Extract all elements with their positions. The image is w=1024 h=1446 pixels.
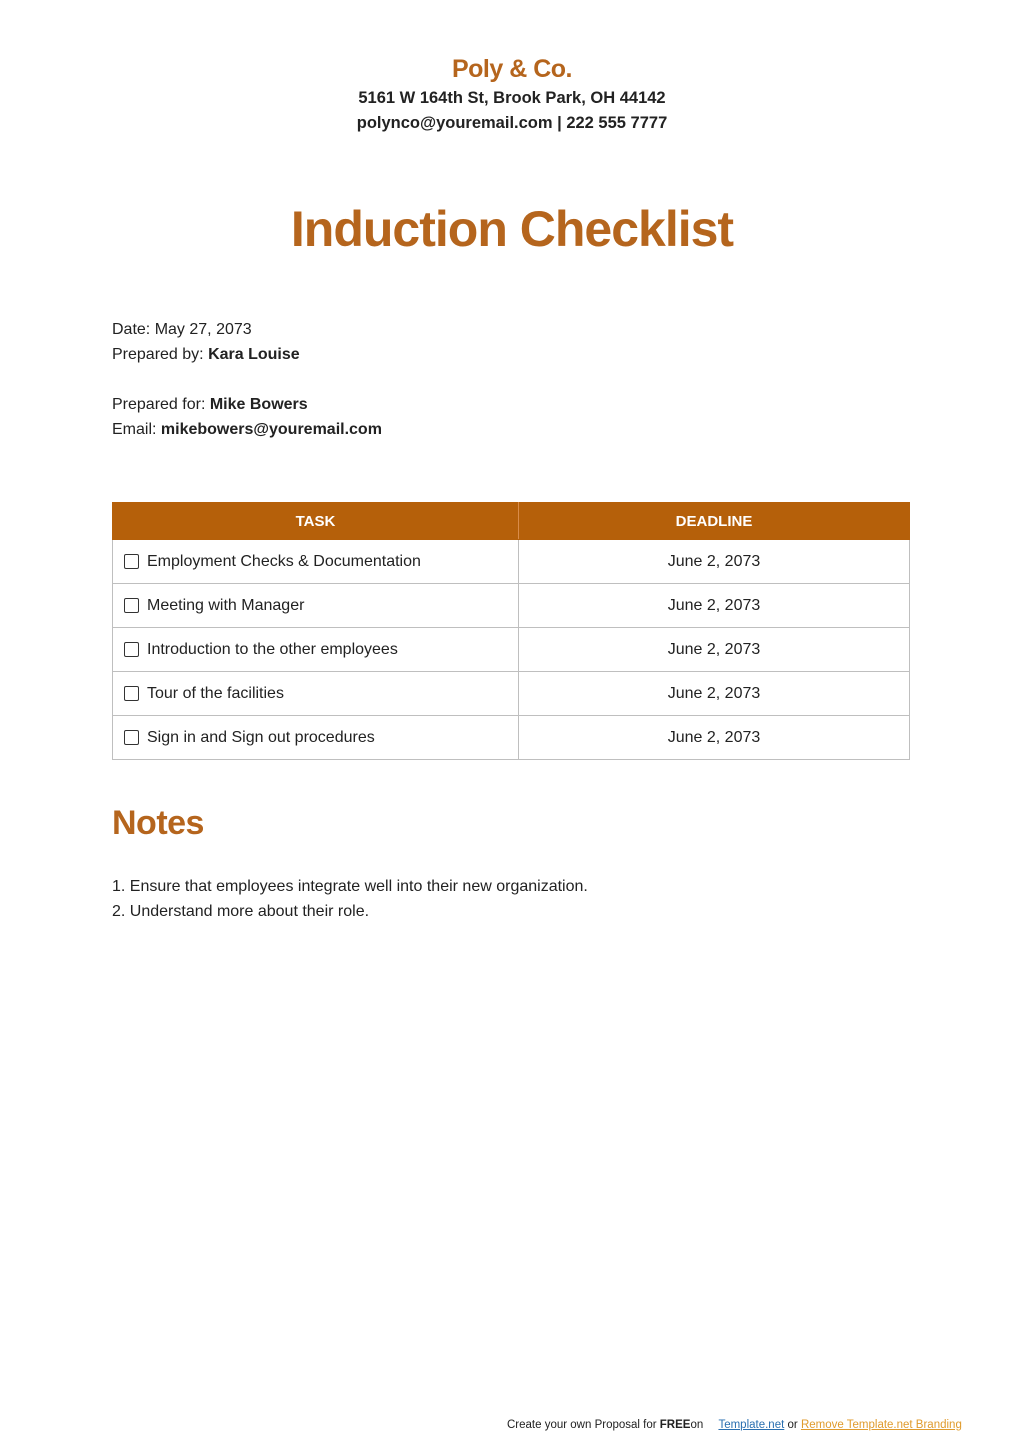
notes-heading: Notes: [112, 804, 204, 842]
task-label: Tour of the facilities: [147, 684, 284, 702]
task-label: Introduction to the other employees: [147, 640, 398, 658]
table-row: [113, 628, 910, 672]
table-row: [113, 540, 910, 584]
task-cell: [113, 628, 519, 672]
footer-text: Create your own Proposal for: [507, 1419, 657, 1431]
prepared-for-value: Mike Bowers: [209, 396, 308, 413]
email-line: [112, 417, 382, 442]
prepared-for-line: [112, 392, 382, 417]
footer-or: or: [787, 1419, 798, 1431]
meta-block-recipient: [112, 392, 382, 442]
table-row: [113, 672, 910, 716]
task-checkbox[interactable]: [124, 554, 139, 569]
company-address: 5161 W 164th St, Brook Park, OH 44142: [358, 89, 666, 107]
prepared-by-label: Prepared by:: [112, 346, 204, 363]
date-label: Date:: [112, 321, 151, 338]
prepared-for-label: Prepared for:: [112, 396, 206, 413]
branding-footer: [507, 1419, 962, 1431]
letterhead: [0, 52, 1024, 136]
deadline-cell: June 2, 2073: [519, 584, 910, 628]
task-label: Sign in and Sign out procedures: [147, 728, 375, 746]
prepared-by-line: [112, 342, 300, 367]
document-title: Induction Checklist: [290, 201, 734, 257]
task-cell: [113, 584, 519, 628]
date-value: May 27, 2073: [154, 321, 252, 338]
company-name: Poly & Co.: [451, 55, 572, 83]
checklist-table: [112, 502, 910, 760]
task-checkbox[interactable]: [124, 642, 139, 657]
deadline-cell: June 2, 2073: [519, 672, 910, 716]
email-label: Email:: [112, 421, 157, 438]
task-column-header: TASK: [113, 503, 519, 540]
table-row: [113, 584, 910, 628]
deadline-column-header: DEADLINE: [519, 503, 910, 540]
note-item: 1. Ensure that employees integrate well into their new organization.: [112, 878, 588, 895]
template-net-link[interactable]: Template.net: [718, 1419, 785, 1431]
task-checkbox[interactable]: [124, 686, 139, 701]
footer-on: on: [690, 1419, 704, 1431]
task-cell: [113, 540, 519, 584]
deadline-cell: June 2, 2073: [519, 628, 910, 672]
company-contact: polynco@youremail.com | 222 555 7777: [356, 114, 668, 132]
note-item: 2. Understand more about their role.: [112, 903, 370, 920]
email-value: mikebowers@youremail.com: [160, 421, 382, 438]
footer-free: FREE: [659, 1419, 691, 1431]
prepared-by-value: Kara Louise: [208, 346, 300, 363]
notes-list: [112, 874, 588, 924]
task-label: Meeting with Manager: [147, 596, 305, 614]
task-checkbox[interactable]: [124, 730, 139, 745]
remove-branding-link[interactable]: Remove Template.net Branding: [800, 1419, 962, 1431]
table-header-row: [113, 503, 910, 540]
task-label: Employment Checks & Documentation: [147, 552, 421, 570]
task-cell: [113, 672, 519, 716]
task-checkbox[interactable]: [124, 598, 139, 613]
task-cell: [113, 716, 519, 760]
meta-block-prepared: [112, 317, 300, 367]
date-line: [112, 317, 300, 342]
deadline-cell: June 2, 2073: [519, 540, 910, 584]
table-row: [113, 716, 910, 760]
deadline-cell: June 2, 2073: [519, 716, 910, 760]
